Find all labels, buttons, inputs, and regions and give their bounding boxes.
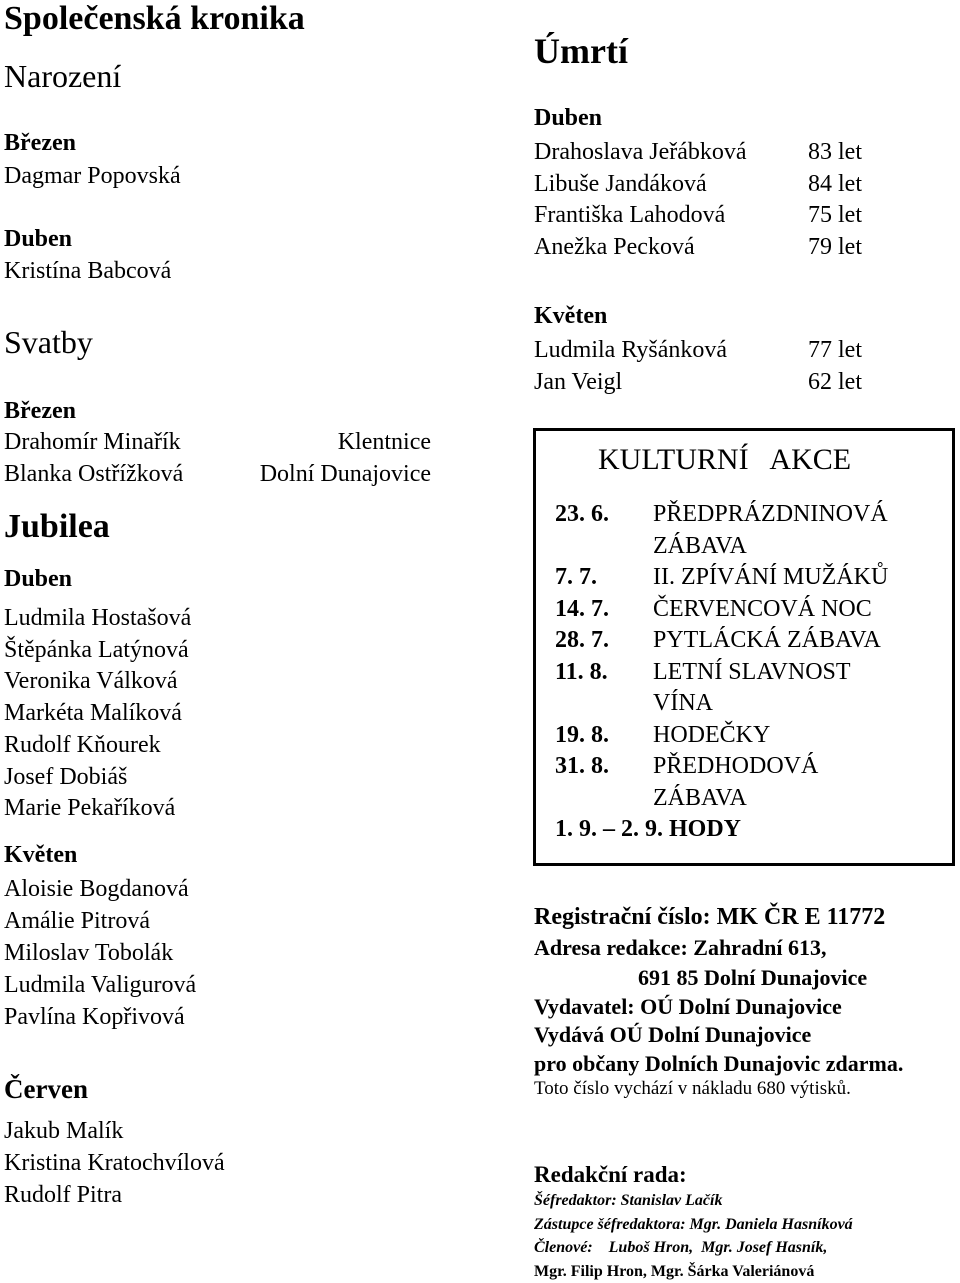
board-heading: Redakční rada: — [534, 1162, 687, 1188]
event-item — [555, 594, 945, 626]
jubilees-month: Duben — [4, 566, 72, 593]
deaths-month: Duben — [534, 105, 602, 132]
list-item: Štěpánka Latýnová — [4, 635, 191, 667]
list-item: Anežka Pecková — [534, 232, 747, 264]
event-date: 23. 6. — [555, 499, 653, 562]
page-title: Společenská kronika — [4, 0, 305, 38]
jubilees-list — [4, 603, 191, 825]
event-name: PŘEDHODOVÁ ZÁBAVA — [653, 751, 853, 814]
event-item — [555, 751, 945, 814]
event-date: 11. 8. — [555, 657, 653, 720]
event-date: 7. 7. — [555, 562, 653, 594]
deaths-month: Květen — [534, 303, 607, 330]
event-item — [555, 814, 945, 846]
age-value: 62 let — [808, 366, 862, 398]
age-value: 77 let — [808, 334, 862, 366]
for-citizens: pro občany Dolních Dunajovic zdarma. — [534, 1051, 903, 1077]
births-month: Duben — [4, 226, 72, 253]
list-item: Pavlína Kopřivová — [4, 1001, 196, 1033]
wedding-place: Klentnice — [230, 429, 431, 456]
event-name: LETNÍ SLAVNOST VÍNA — [653, 657, 913, 720]
list-item: Libuše Jandáková — [534, 169, 747, 201]
wedding-name: Blanka Ostřížková — [4, 461, 183, 488]
list-item: Miloslav Tobolák — [4, 937, 196, 969]
list-item: Dagmar Popovská — [4, 163, 181, 190]
list-item: Ludmila Ryšánková — [534, 334, 727, 366]
wedding-place: Dolní Dunajovice — [230, 461, 431, 488]
board-member: Mgr. Filip Hron, Mgr. Šárka Valeriánová — [534, 1260, 853, 1283]
events-heading: KULTURNÍ AKCE — [598, 443, 851, 477]
list-item: Markéta Malíková — [4, 698, 191, 730]
jubilees-heading: Jubilea — [4, 508, 110, 546]
event-name: HODEČKY — [653, 720, 770, 752]
age-value: 79 let — [808, 232, 862, 264]
deaths-ages — [808, 334, 862, 398]
list-item: Kristina Kratochvílová — [4, 1147, 225, 1179]
list-item: Ludmila Hostašová — [4, 603, 191, 635]
births-heading: Narození — [4, 58, 121, 95]
address-line-2: 691 85 Dolní Dunajovice — [638, 965, 867, 991]
registration-number: Registrační číslo: MK ČR E 11772 — [534, 904, 885, 931]
list-item: Veronika Válková — [4, 666, 191, 698]
event-date: 19. 8. — [555, 720, 653, 752]
circulation-note: Toto číslo vychází v nákladu 680 výtisků. — [534, 1078, 851, 1100]
list-item: Drahoslava Jeřábková — [534, 137, 747, 169]
event-item — [555, 562, 945, 594]
event-name: II. ZPÍVÁNÍ MUŽÁKŮ — [653, 562, 888, 594]
list-item: Františka Lahodová — [534, 200, 747, 232]
event-item — [555, 625, 945, 657]
list-item: Marie Pekaříková — [4, 793, 191, 825]
list-item: Rudolf Pitra — [4, 1179, 225, 1211]
event-date: 31. 8. — [555, 751, 653, 814]
weddings-month: Březen — [4, 398, 76, 425]
event-item — [555, 657, 945, 720]
board-member: Členové: Luboš Hron, Mgr. Josef Hasník, — [534, 1236, 853, 1260]
publisher: Vydavatel: OÚ Dolní Dunajovice — [534, 994, 842, 1020]
age-value: 75 let — [808, 200, 862, 232]
deaths-names — [534, 137, 747, 264]
deaths-names — [534, 334, 727, 398]
issued-by: Vydává OÚ Dolní Dunajovice — [534, 1022, 811, 1048]
list-item: Ludmila Valigurová — [4, 969, 196, 1001]
jubilees-month: Červen — [4, 1074, 88, 1105]
list-item: Josef Dobiáš — [4, 762, 191, 794]
jubilees-list — [4, 873, 196, 1033]
births-month: Březen — [4, 130, 76, 157]
list-item: Amálie Pitrová — [4, 905, 196, 937]
list-item: Jakub Malík — [4, 1115, 225, 1147]
list-item: Rudolf Kňourek — [4, 730, 191, 762]
list-item: Jan Veigl — [534, 366, 727, 398]
age-value: 84 let — [808, 169, 862, 201]
board-member: Šéfredaktor: Stanislav Lačík — [534, 1189, 853, 1213]
event-name: PYTLÁCKÁ ZÁBAVA — [653, 625, 881, 657]
event-item — [555, 720, 945, 752]
event-item — [555, 499, 945, 562]
deaths-ages — [808, 137, 862, 264]
events-list — [555, 499, 945, 846]
list-item: Kristína Babcová — [4, 258, 171, 285]
list-item: Aloisie Bogdanová — [4, 873, 196, 905]
weddings-heading: Svatby — [4, 324, 93, 361]
event-date: 28. 7. — [555, 625, 653, 657]
deaths-heading: Úmrtí — [534, 30, 628, 72]
event-date: 1. 9. – 2. 9. HODY — [555, 814, 741, 846]
events-box — [533, 428, 955, 866]
wedding-name: Drahomír Minařík — [4, 429, 181, 456]
event-date: 14. 7. — [555, 594, 653, 626]
board-list — [534, 1189, 853, 1283]
jubilees-month: Květen — [4, 842, 77, 869]
age-value: 83 let — [808, 137, 862, 169]
event-name: ČERVENCOVÁ NOC — [653, 594, 872, 626]
board-member: Zástupce šéfredaktora: Mgr. Daniela Hasníková — [534, 1213, 853, 1237]
event-name: PŘEDPRÁZDNINOVÁ ZÁBAVA — [653, 499, 933, 562]
address-line-1: Adresa redakce: Zahradní 613, — [534, 935, 827, 961]
jubilees-list — [4, 1115, 225, 1211]
